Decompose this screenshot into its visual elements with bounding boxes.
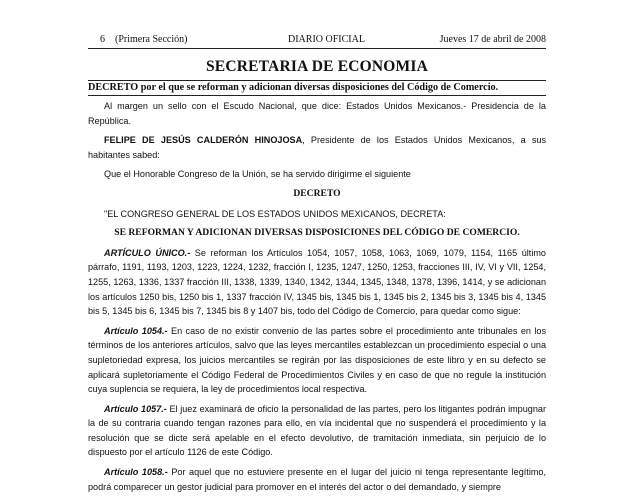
- header-rule: [88, 48, 546, 49]
- article-1054: [88, 324, 546, 397]
- paragraph-decreta: "EL CONGRESO GENERAL DE LOS ESTADOS UNIDOS MEXICANOS, DECRETA:: [104, 208, 446, 219]
- articulo-unico: [88, 246, 546, 319]
- header-page-section: [100, 34, 187, 45]
- article-1058-text: Por aquel que no estuviere presente en el lugar del juicio ni tenga representante legítimo, podrá comparecer un gestor judicial para promover en el interés del actor o del demandado, y siempre: [88, 467, 547, 492]
- header-page-number: 6: [100, 34, 105, 45]
- paragraph-president: [88, 133, 546, 162]
- president-text: , Presidente de los Estados Unidos Mexicanos, a sus habitantes sabed:: [88, 135, 546, 160]
- article-1058-label: Artículo 1058.-: [104, 467, 168, 478]
- article-1057-text: El juez examinará de oficio la personalidad de las partes, pero los litigantes podrán impugnar la de su contraria cuando tengan razones para ello, en vía incidental que no suspenderá el procedimiento y la resolución que se dicte será apelable en el efecto devolutivo, de tramitación inmediata, sin perjuicio de lo dispuesto por el artículo 1126 de este Código.: [88, 403, 546, 458]
- header-date: Jueves 17 de abril de 2008: [439, 34, 546, 45]
- decreto-title: DECRETO: [293, 187, 341, 199]
- header-publication: DIARIO OFICIAL: [288, 34, 365, 45]
- articulo-unico-label: ARTÍCULO ÚNICO.-: [104, 247, 191, 258]
- title-rule-bottom: [88, 95, 546, 96]
- se-reforman-heading: SE REFORMAN Y ADICIONAN DIVERSAS DISPOSICIONES DEL CÓDIGO DE COMERCIO.: [114, 227, 520, 239]
- paragraph-congress: Que el Honorable Congreso de la Unión, se ha servido dirigirme el siguiente: [104, 169, 411, 180]
- page-title: SECRETARIA DE ECONOMIA: [205, 58, 428, 75]
- article-1057-label: Artículo 1057.-: [104, 403, 167, 414]
- article-1054-text: En caso de no existir convenio de las partes sobre el procedimiento ante tribunales en los términos de los anteriores artículos, salvo que las leyes mercantiles establezcan un procedimiento especial o una supletoriedad expresa, los juicios mercantiles se regirán por las disposiciones de este libro y en su defecto se aplicará supletoriamente el Código Federal de Procedimientos Civiles y en caso de que no regule la institución cuya suplencia se requiera, la ley de procedimientos local respectiva.: [88, 325, 546, 395]
- page-header: [88, 34, 546, 48]
- article-1058: [88, 465, 546, 494]
- title-rule-top: [88, 80, 546, 81]
- article-1054-label: Artículo 1054.-: [104, 325, 168, 336]
- articulo-unico-text: Se reforman los Artículos 1054, 1057, 1058, 1063, 1069, 1079, 1154, 1165 último párrafo, 1191, 1193, 1203, 1223, 1224, 1232, fracción I, 1235, 1247, 1250, 1253, fracciones III, IV, VI y VII, 1254, 1255, 1263, 1336, 1337 fracción III, 1338, 1339, 1340, 1342, 1344, 1345, 1348, 1378, 1396, 1414, y se adicionan los artículos 1250 bis, 1250 bis 1, 1337 fracción IV, 1345 bis, 1345 bis 1, 1345 bis 2, 1345 bis 3, 1345 bis 4, 1345 bis 5, 1345 bis 6, 1345 bis 7, 1345 bis 8 y 1407 bis, todo del Código de Comercio, para quedar como sigue:: [88, 247, 546, 317]
- president-name: FELIPE DE JESÚS CALDERÓN HINOJOSA: [104, 135, 303, 146]
- article-1057: [88, 402, 546, 460]
- document-body: [88, 99, 546, 499]
- decreto-heading: DECRETO por el que se reforman y adicionan diversas disposiciones del Código de Comercio.: [88, 82, 499, 93]
- paragraph-seal: Al margen un sello con el Escudo Nacional, que dice: Estados Unidos Mexicanos.- Presidencia de la República.: [88, 101, 546, 126]
- header-section: (Primera Sección): [115, 34, 188, 45]
